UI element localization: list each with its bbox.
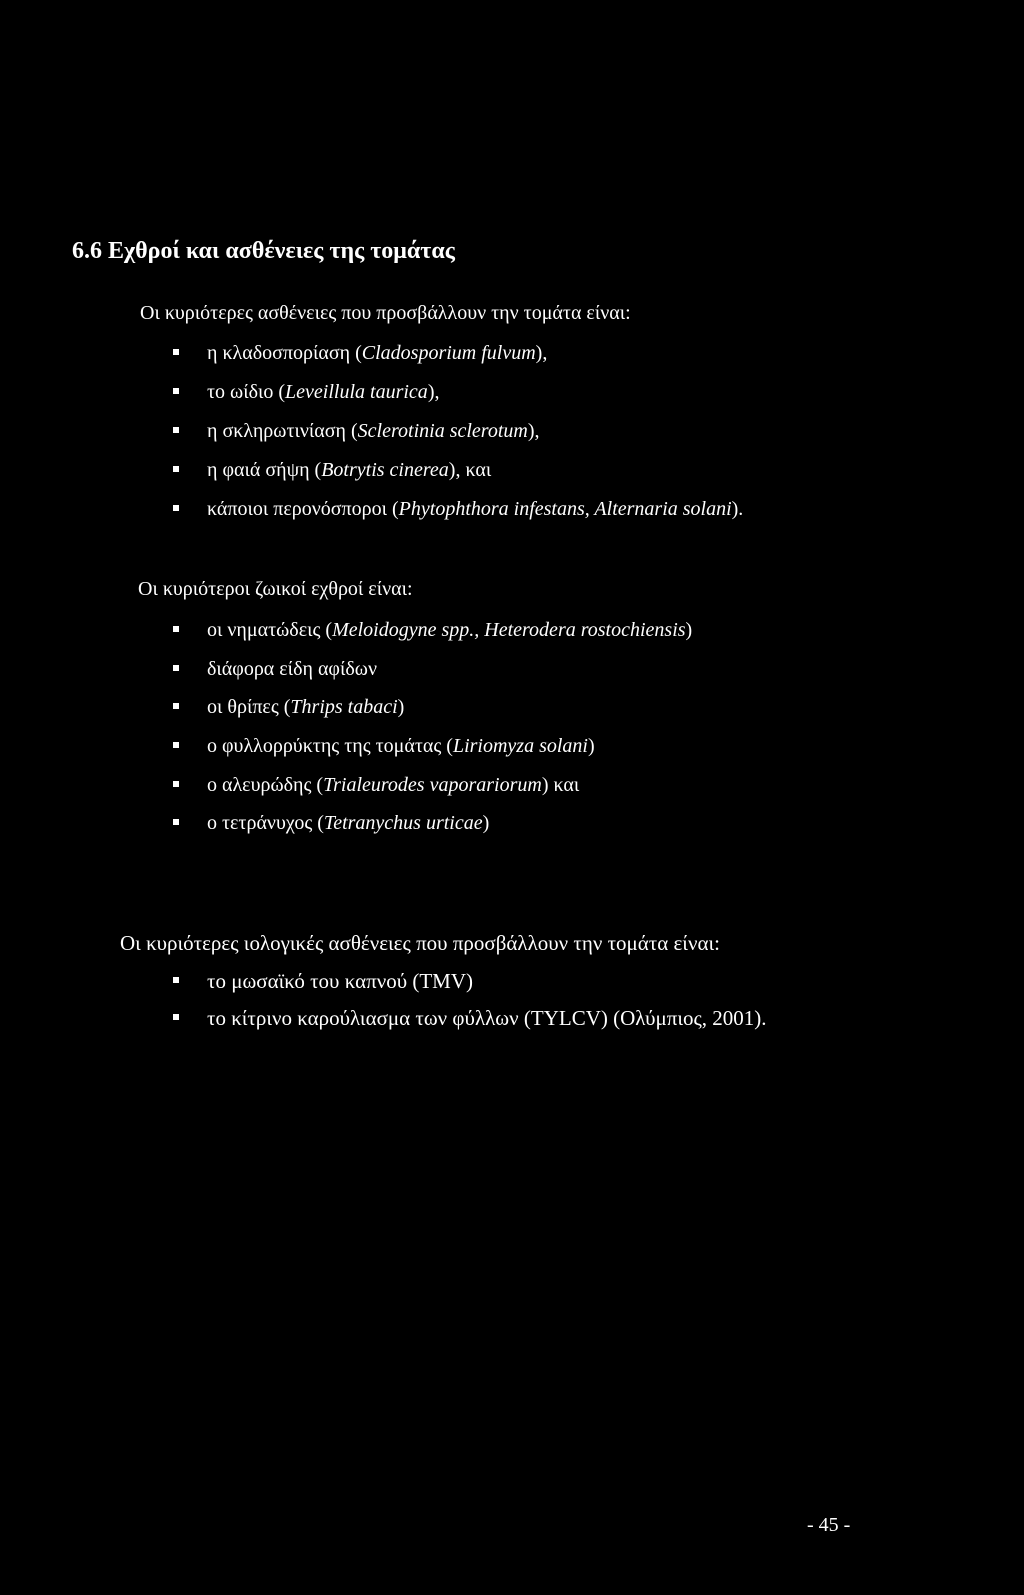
- item-scientific-name: Sclerotinia sclerotum: [357, 420, 528, 442]
- square-bullet-icon: [173, 703, 179, 709]
- item-scientific-name: Leveillula taurica: [285, 381, 428, 403]
- square-bullet-icon: [173, 427, 179, 433]
- list-item: [0, 617, 693, 656]
- list-item: [0, 457, 631, 496]
- list-item: [0, 379, 631, 418]
- pests-list: [138, 617, 693, 849]
- item-text: οι θρίπες (: [207, 696, 291, 719]
- item-text: η κλαδοσπορίαση (: [207, 342, 362, 364]
- list-item: [0, 496, 744, 535]
- square-bullet-icon: [173, 977, 179, 983]
- item-suffix: ): [587, 735, 595, 758]
- item-text: το κίτρινο καρούλιασμα των φύλλων (TYLCV) (Ολύμπιος, 2001).: [207, 1006, 767, 1030]
- viral-list: [120, 968, 767, 1042]
- list-item: [0, 810, 490, 849]
- item-text: ο αλευρώδης (: [207, 773, 324, 796]
- diseases-section: [140, 300, 744, 535]
- diseases-intro: Οι κυριότερες ασθένειες που προσβάλλουν την τομάτα είναι:: [140, 302, 631, 324]
- square-bullet-icon: [173, 388, 179, 394]
- item-text: η σκληρωτινίαση (: [207, 420, 358, 442]
- item-text: κάποιοι περονόσποροι (: [207, 498, 399, 520]
- item-text: οι νηματώδεις (: [207, 619, 333, 641]
- list-item: [0, 1005, 767, 1042]
- item-text: το μωσαϊκό του καπνού (TMV): [207, 969, 473, 993]
- square-bullet-icon: [173, 505, 179, 511]
- square-bullet-icon: [173, 466, 179, 472]
- diseases-list: [140, 340, 744, 535]
- item-suffix: ),: [427, 381, 440, 403]
- viral-intro: Οι κυριότερες ιολογικές ασθένειες που προσβάλλουν την τομάτα είναι:: [120, 931, 720, 955]
- item-text: το ωίδιο (: [207, 381, 286, 403]
- list-item: [0, 694, 413, 733]
- item-scientific-name: Phytophthora infestans, Alternaria solani: [398, 498, 732, 520]
- item-text: ο φυλλορρύκτης της τομάτας (: [207, 735, 453, 758]
- item-scientific-name: Trialeurodes vaporariorum: [323, 773, 542, 796]
- list-item: [0, 733, 595, 772]
- item-scientific-name: Liriomyza solani: [452, 735, 588, 758]
- list-item: [0, 968, 720, 1005]
- square-bullet-icon: [173, 781, 179, 787]
- item-scientific-name: Cladosporium fulvum: [361, 342, 536, 364]
- item-suffix: ): [397, 696, 405, 719]
- item-suffix: ) και: [541, 773, 580, 796]
- item-text: διάφορα είδη αφίδων: [207, 657, 377, 680]
- item-scientific-name: Meloidogyne spp., Heterodera rostochiensis: [332, 619, 686, 641]
- page-number: - 45 -: [807, 1514, 851, 1536]
- list-item: [0, 340, 631, 379]
- item-suffix: ): [685, 619, 693, 641]
- square-bullet-icon: [173, 819, 179, 825]
- section-heading: 6.6 Εχθροί και ασθένειες της τομάτας: [72, 238, 455, 264]
- item-suffix: ), και: [448, 459, 492, 481]
- item-suffix: ): [482, 812, 490, 835]
- list-item: [0, 418, 631, 457]
- item-scientific-name: Thrips tabaci: [290, 696, 398, 719]
- item-scientific-name: Botrytis cinerea: [321, 459, 449, 481]
- square-bullet-icon: [173, 665, 179, 671]
- square-bullet-icon: [173, 742, 179, 748]
- square-bullet-icon: [173, 626, 179, 632]
- square-bullet-icon: [173, 1014, 179, 1020]
- item-scientific-name: Tetranychus urticae: [323, 812, 483, 835]
- item-text: ο τετράνυχος (: [207, 812, 324, 835]
- item-suffix: ),: [527, 420, 540, 442]
- item-suffix: ).: [731, 498, 744, 520]
- viral-diseases-section: [120, 930, 767, 1042]
- square-bullet-icon: [173, 349, 179, 355]
- item-suffix: ),: [535, 342, 548, 364]
- pests-intro: Οι κυριότεροι ζωικοί εχθροί είναι:: [138, 578, 413, 600]
- item-text: η φαιά σήψη (: [207, 459, 322, 481]
- list-item: [0, 656, 413, 695]
- pests-section: [138, 576, 693, 849]
- list-item: [0, 772, 580, 811]
